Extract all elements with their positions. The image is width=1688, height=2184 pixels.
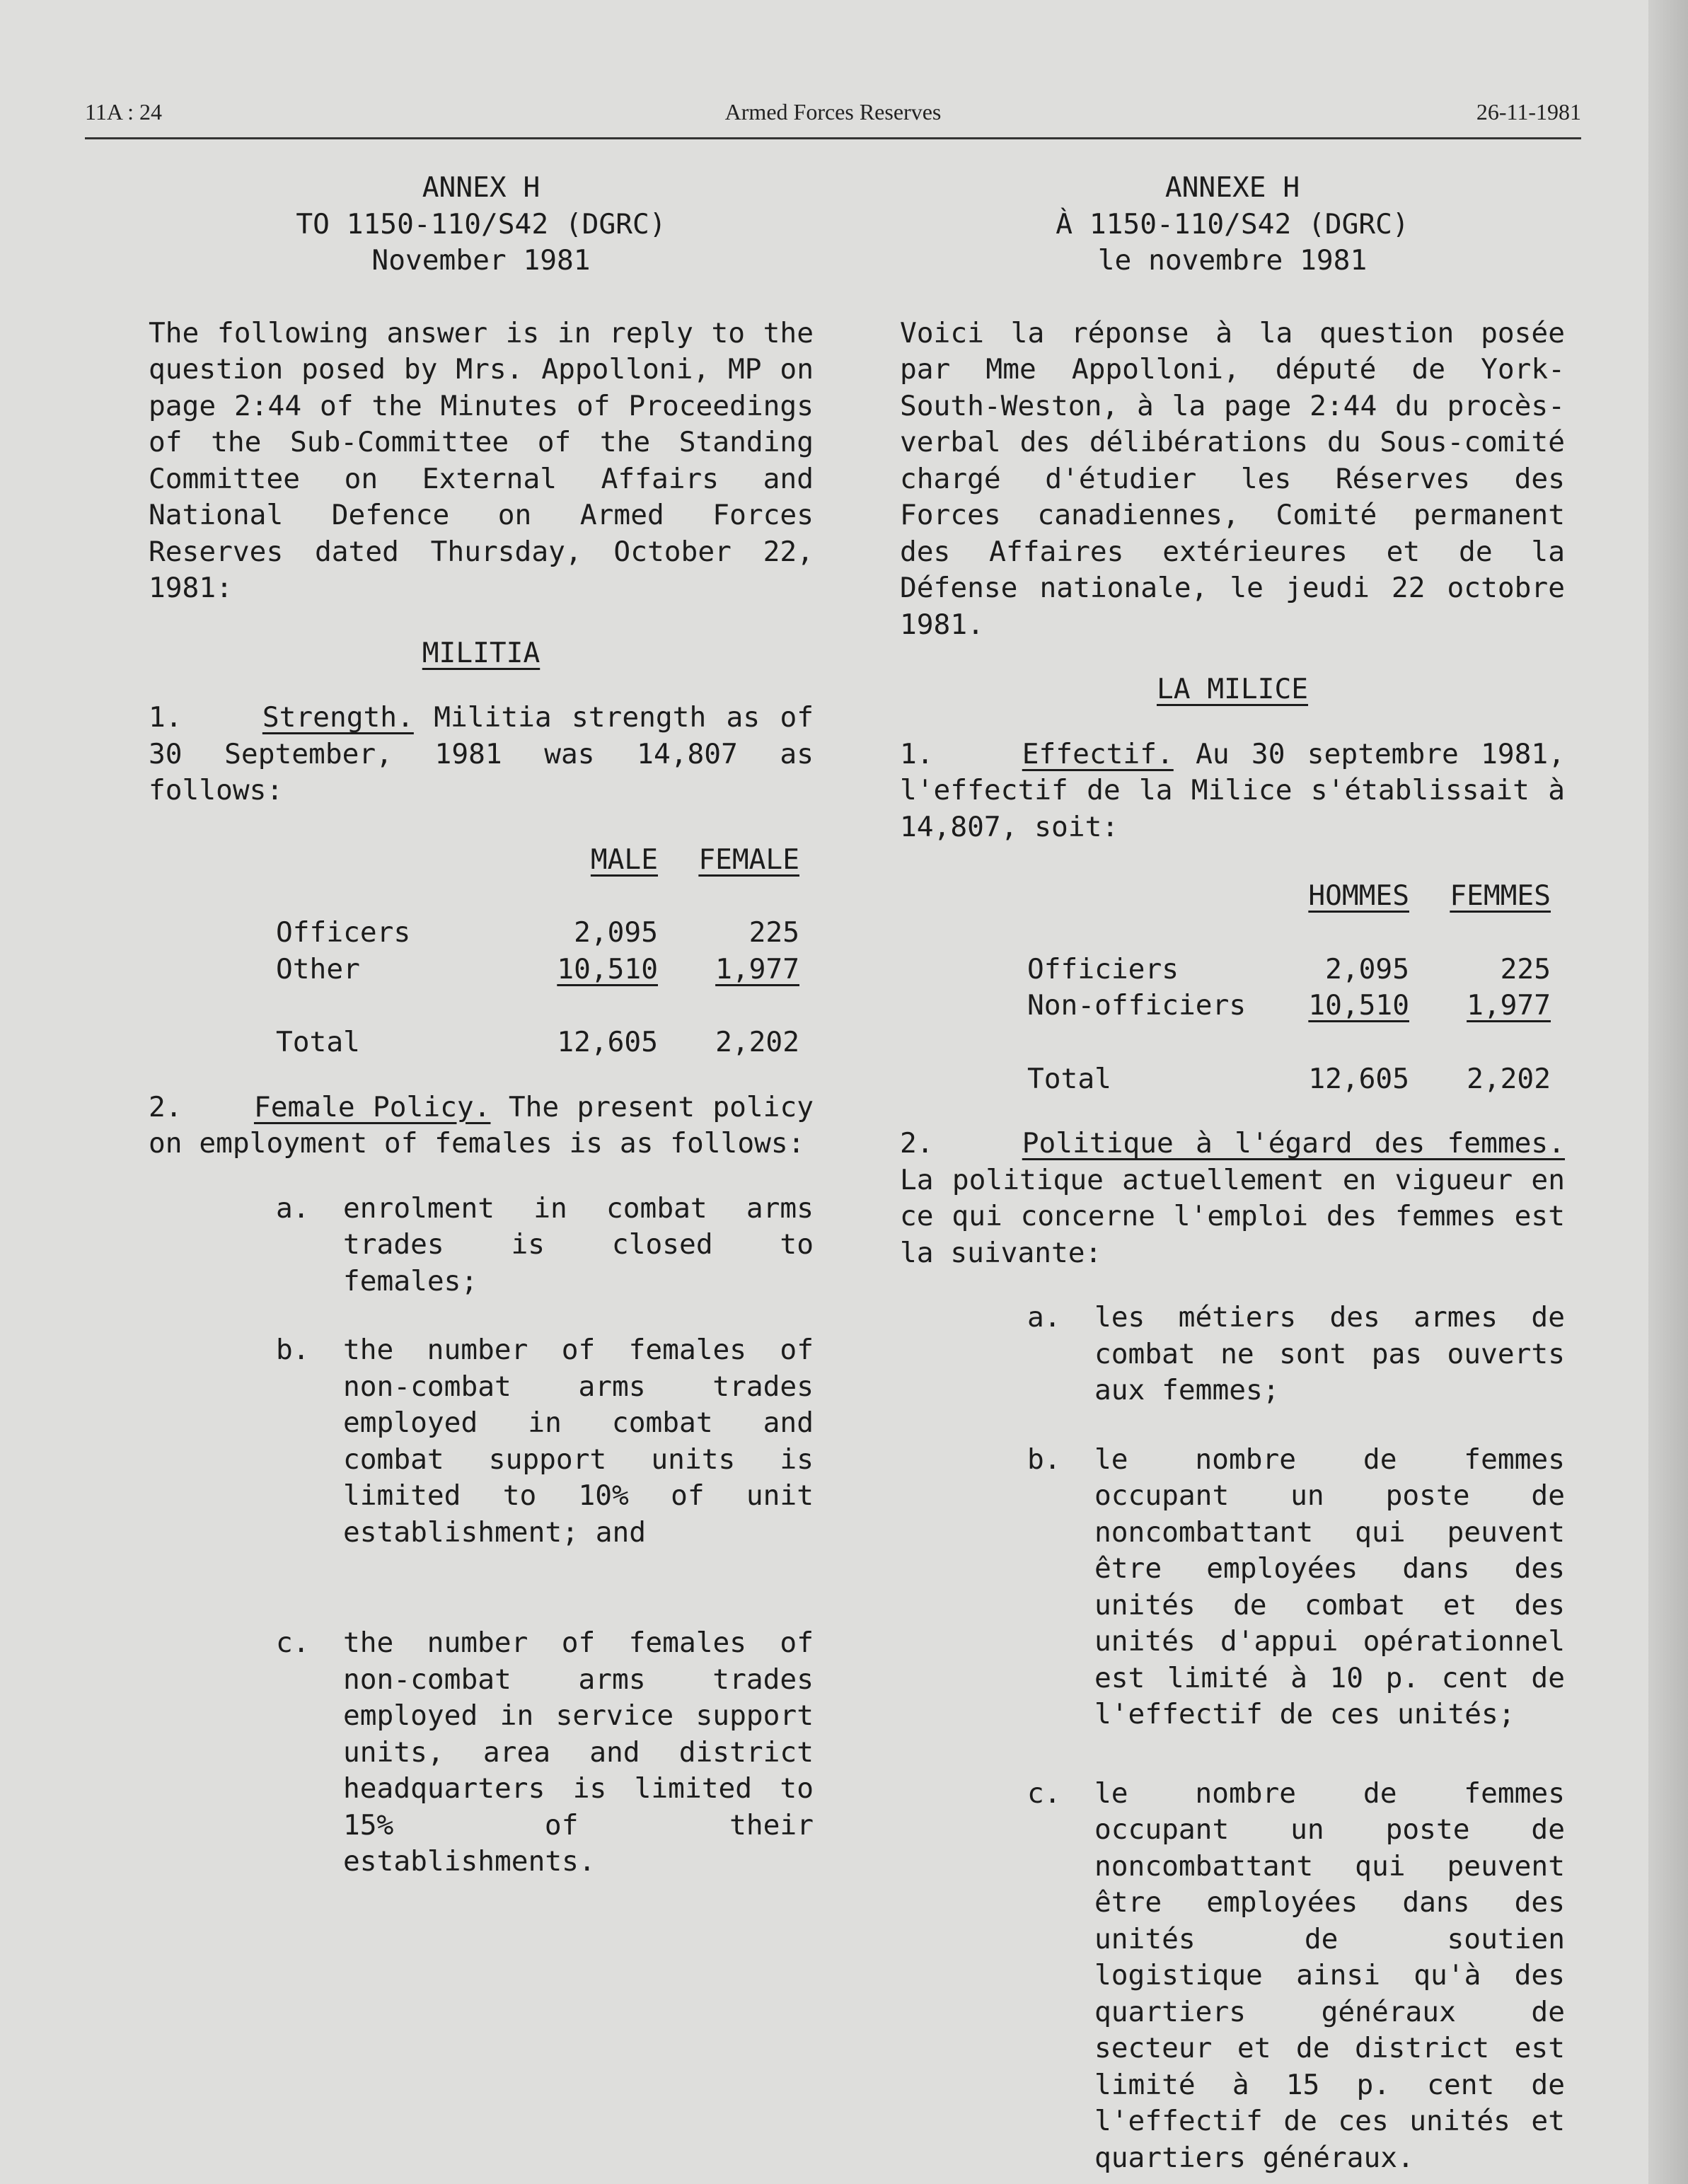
intro-paragraph: Voici la réponse à la question posée par Mme Appolloni, député de York-South-Weston, à la page 2:44 du procès-verbal des délibérations du Sous-comité chargé d'étudier les Réserves des Forces canadiennes, Comité permanent des Affaires extérieures et de la Défense nationale, le jeudi 22 octobre 1981.	[900, 316, 1565, 641]
table-header-row	[1027, 878, 1551, 952]
female-value: 225	[1500, 952, 1551, 986]
section-heading-text: MILITIA	[422, 636, 540, 669]
page-edge-shadow	[1648, 0, 1688, 2184]
row-label: Non-officiers	[1027, 989, 1247, 1022]
table-row	[1027, 988, 1551, 1024]
annex-line: November 1981	[371, 244, 591, 277]
table-header-row	[276, 842, 799, 915]
total-female: 2,202	[1467, 1062, 1551, 1095]
list-item	[276, 1332, 814, 1551]
male-value: 2,095	[574, 916, 658, 949]
row-label: Officers	[276, 916, 411, 949]
list-item-text: les métiers des armes de combat ne sont pas ouverts aux femmes;	[1094, 1301, 1565, 1406]
section-heading	[900, 671, 1565, 708]
list-item-label: a.	[276, 1191, 310, 1225]
total-female: 2,202	[715, 1026, 799, 1058]
publication-date: 26-11-1981	[1476, 99, 1581, 125]
table-row	[276, 915, 799, 952]
column-header-male: MALE	[590, 843, 658, 876]
policy-list	[276, 1191, 814, 1880]
list-item-label: b.	[1027, 1443, 1061, 1476]
paragraph-title: Strength.	[262, 701, 414, 734]
strength-paragraph	[149, 700, 814, 809]
total-label: Total	[1027, 1062, 1111, 1095]
column-header-male: HOMMES	[1308, 879, 1409, 912]
policy-paragraph	[900, 1126, 1565, 1271]
female-value: 1,977	[1467, 989, 1551, 1022]
paragraph-title: Female Policy.	[253, 1090, 491, 1123]
annex-line: À 1150-110/S42 (DGRC)	[1056, 207, 1409, 241]
policy-paragraph	[149, 1090, 814, 1162]
list-item	[1027, 1776, 1565, 2177]
list-item	[1027, 1300, 1565, 1409]
column-header-female: FEMALE	[698, 843, 799, 876]
column-header-female: FEMMES	[1450, 879, 1551, 912]
male-value: 10,510	[1308, 989, 1409, 1022]
annex-reference	[900, 170, 1565, 279]
paragraph-title: Effectif.	[1022, 737, 1174, 770]
publication-title: Armed Forces Reserves	[724, 99, 942, 125]
annex-line: TO 1150-110/S42 (DGRC)	[296, 207, 666, 241]
list-item	[276, 1625, 814, 1880]
paragraph-text: La politique actuellement en vigueur en ce qui concerne l'emploi des femmes est la suivante:	[900, 1163, 1565, 1269]
policy-list	[1027, 1300, 1565, 2176]
total-male: 12,605	[557, 1026, 658, 1058]
list-item-label: a.	[1027, 1301, 1061, 1334]
list-item-label: b.	[276, 1334, 310, 1366]
page-number: 11A : 24	[85, 99, 163, 125]
list-item-label: c.	[1027, 1776, 1061, 1810]
paragraph-text: Militia strength as of 30 September, 1981 was 14,807 as follows:	[149, 701, 814, 807]
strength-table	[1027, 878, 1551, 1097]
paragraph-text: The present policy on employment of females is as follows:	[149, 1090, 814, 1160]
french-column	[900, 170, 1565, 2184]
total-male: 12,605	[1308, 1062, 1409, 1095]
paragraph-number: 1.	[900, 737, 934, 770]
english-column	[149, 170, 814, 1913]
male-value: 10,510	[557, 952, 658, 986]
table-total-row	[276, 988, 799, 1061]
paragraph-text: Au 30 septembre 1981, l'effectif de la Milice s'établissait à 14,807, soit:	[900, 737, 1565, 843]
paragraph-number: 2.	[149, 1090, 183, 1123]
female-value: 1,977	[715, 952, 799, 986]
strength-paragraph	[900, 736, 1565, 846]
paragraph-number: 1.	[149, 701, 183, 734]
header-rule	[85, 137, 1581, 139]
annex-line: le novembre 1981	[1097, 244, 1368, 277]
list-item-text: le nombre de femmes occupant un poste de noncombattant qui peuvent être employées dans des unités de combat et des unités d'appui opérationnel est limité à 10 p. cent de l'effectif de ces unités;	[1094, 1443, 1565, 1731]
list-item-text: enrolment in combat arms trades is closed to females;	[343, 1191, 814, 1298]
male-value: 2,095	[1325, 952, 1409, 986]
page-header	[85, 99, 1581, 134]
section-heading-text: LA MILICE	[1156, 673, 1309, 705]
annex-reference	[149, 170, 814, 279]
list-item-text: le nombre de femmes occupant un poste de noncombattant qui peuvent être employées dans des unités de soutien logistique ainsi qu'à des quartiers généraux de secteur et de district est limité à 15 p. cent de l'effectif de ces unités et quartiers généraux.	[1094, 1776, 1565, 2174]
list-item	[1027, 1442, 1565, 1733]
list-item-text: the number of females of non-combat arms trades employed in combat and combat support units is limited to 10% of unit establishment; and	[343, 1334, 814, 1549]
total-label: Total	[276, 1026, 360, 1058]
annex-line: ANNEX H	[422, 171, 540, 204]
paragraph-number: 2.	[900, 1127, 934, 1160]
list-item	[276, 1191, 814, 1300]
annex-line: ANNEXE H	[1164, 171, 1300, 204]
row-label: Officiers	[1027, 952, 1179, 986]
paragraph-title: Politique à l'égard des femmes.	[1022, 1127, 1565, 1160]
female-value: 225	[748, 916, 799, 949]
table-row	[1027, 952, 1551, 988]
section-heading	[149, 635, 814, 672]
table-total-row	[1027, 1024, 1551, 1098]
list-item-label: c.	[276, 1627, 310, 1659]
strength-table	[276, 842, 799, 1061]
intro-paragraph: The following answer is in reply to the question posed by Mrs. Appolloni, MP on page 2:44 of the Minutes of Proceedings of the Sub-Committee of the Standing Committee on External Affairs and National Defence on Armed Forces Reserves dated Thursday, October 22, 1981:	[149, 316, 814, 604]
list-item-text: the number of females of non-combat arms trades employed in service support units, area and district headquarters is limited to 15% of their establishments.	[343, 1627, 814, 1878]
table-row	[276, 952, 799, 988]
row-label: Other	[276, 952, 360, 986]
